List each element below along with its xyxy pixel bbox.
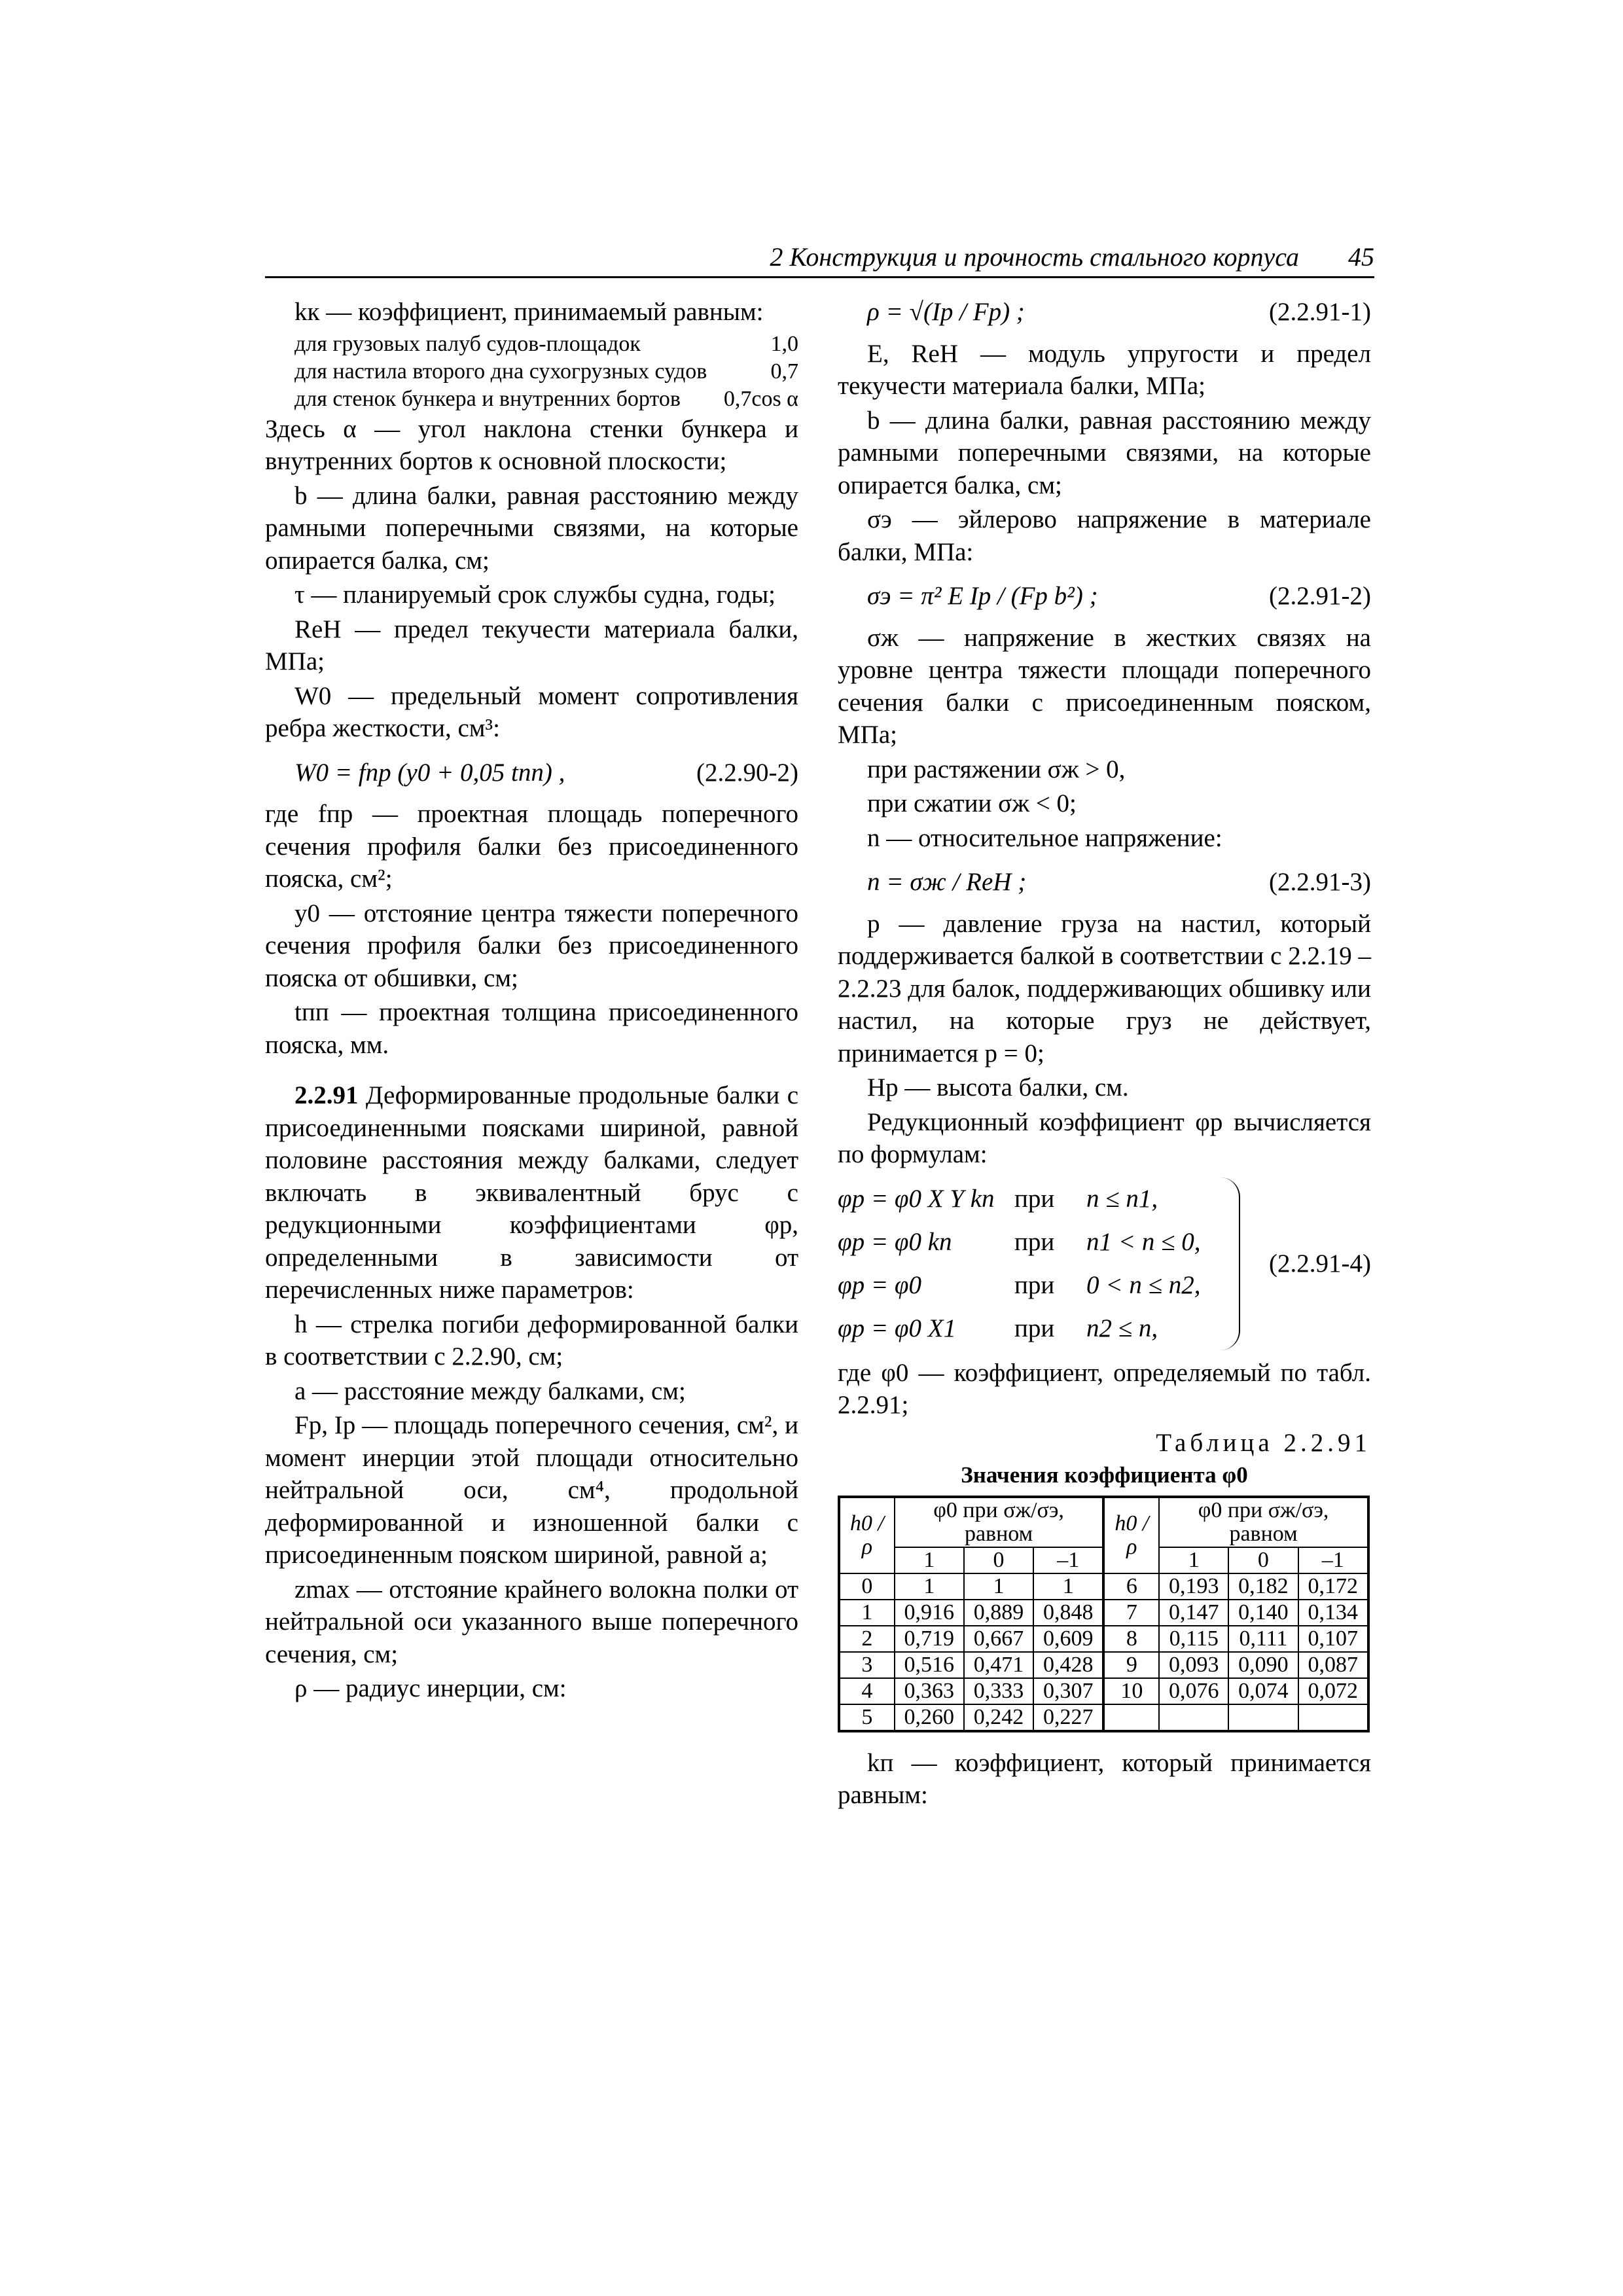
equation-system-number: (2.2.91-4) — [1269, 1249, 1371, 1278]
table-cell: 1 — [839, 1600, 895, 1626]
kk-item-value: 1,0 — [770, 331, 798, 356]
table-cell: 1 — [964, 1573, 1033, 1600]
system-condition: n2 ≤ n, — [1086, 1314, 1158, 1342]
table-header-row — [839, 1497, 1368, 1547]
right-column — [838, 296, 1371, 1814]
table-cell: 0,307 — [1033, 1678, 1103, 1704]
table-cell: 0,111 — [1228, 1626, 1298, 1652]
table-cell: 9 — [1103, 1652, 1159, 1678]
table-cell: 5 — [839, 1704, 895, 1731]
table-cell: 10 — [1103, 1678, 1159, 1704]
b-definition: b — длина балки, равная расстоянию между рамными поперечными связями, на которые опирается балка, см; — [265, 481, 798, 575]
kk-item-label: для настила второго дна сухогрузных судов — [294, 359, 707, 384]
equation-rho-body: ρ = √(Iр / Fр) ; — [867, 298, 1025, 326]
table-header-phi0: φ0 при σж/σэ, равном — [895, 1497, 1104, 1547]
system-row — [838, 1177, 1232, 1221]
table-cell — [1228, 1704, 1298, 1731]
table-cell: 6 — [1103, 1573, 1159, 1600]
table-row — [839, 1652, 1368, 1678]
table-cell — [1298, 1704, 1368, 1731]
phi0-definition: где φ0 — коэффициент, определяемый по табл. 2.2.91; — [838, 1358, 1371, 1419]
table-cell: 0,916 — [895, 1600, 964, 1626]
table-cell: 0,363 — [895, 1678, 964, 1704]
kk-definition: kк — коэффициент, принимаемый равным: — [294, 298, 764, 326]
table-cell: 0,147 — [1159, 1600, 1228, 1626]
running-title: 2 Конструкция и прочность стального корпуса — [770, 242, 1299, 272]
table-cell: 0,182 — [1228, 1573, 1298, 1600]
kk-item-value: 0,7 — [770, 359, 798, 384]
w0-definition: W0 — предельный момент сопротивления ребра жесткости, см³: — [265, 681, 798, 742]
table-cell: 7 — [1103, 1600, 1159, 1626]
table-cell: 0,076 — [1159, 1678, 1228, 1704]
phi0-table — [838, 1496, 1370, 1732]
sigma-e-definition: σэ — эйлерово напряжение в материале балки, МПа: — [838, 505, 1371, 566]
table-cell: 0,516 — [895, 1652, 964, 1678]
table-cell: 0,072 — [1298, 1678, 1368, 1704]
table-cell: 0,333 — [964, 1678, 1033, 1704]
section-text: Деформированные продольные балки с присоединенными поясками шириной, равной половине расстояния между балками, следует включать в эквивалентный брус с редукционными коэффициентами φр, определенными в зависимости от перечисленных ниже параметров: — [265, 1081, 799, 1304]
table-cell: 1 — [1033, 1573, 1103, 1600]
equation-w0 — [265, 757, 798, 789]
table-row — [839, 1678, 1368, 1704]
e-definition: E, ReH — модуль упругости и предел текучести материала балки, МПа; — [838, 339, 1371, 400]
table-cell: 8 — [1103, 1626, 1159, 1652]
table-cell: 0,428 — [1033, 1652, 1103, 1678]
table-cell: 0,134 — [1298, 1600, 1368, 1626]
table-subheader-cell: 0 — [964, 1547, 1033, 1573]
system-rows — [838, 1177, 1240, 1350]
table-cell: 0,471 — [964, 1652, 1033, 1678]
left-column — [265, 296, 798, 1707]
table-cell: 0,242 — [964, 1704, 1033, 1731]
table-row — [839, 1600, 1368, 1626]
equation-w0-number: (2.2.90-2) — [696, 758, 798, 787]
table-cell — [1103, 1704, 1159, 1731]
table-cell: 0,115 — [1159, 1626, 1228, 1652]
table-cell: 0,074 — [1228, 1678, 1298, 1704]
system-formula: φр = φ0 kп — [838, 1227, 952, 1256]
table-cell: 0 — [839, 1573, 895, 1600]
section-2-2-91 — [265, 1079, 798, 1306]
system-pri: при — [1014, 1314, 1055, 1342]
fp-ip-definition: Fр, Iр — площадь поперечного сечения, см², и момент инерции этой площади относительно нейтральной оси, см⁴, продольной деформированной и изношенной балки с присоединенным пояском шириной, равной a; — [265, 1411, 798, 1569]
table-cell: 0,889 — [964, 1600, 1033, 1626]
sigma-zh-definition: σж — напряжение в жестких связях на уровне центра тяжести площади поперечного сечения балки с присоединенным пояском, МПа; — [838, 623, 1371, 749]
page-number: 45 — [1348, 242, 1374, 272]
tau-definition: τ — планируемый срок службы судна, годы; — [294, 581, 776, 609]
system-condition: n1 < n ≤ 0, — [1086, 1227, 1201, 1256]
table-subheader-cell: –1 — [1298, 1547, 1368, 1573]
table-caption: Таблица 2.2.91 — [1156, 1428, 1371, 1457]
y0-definition: y0 — отстояние центра тяжести поперечного сечения профиля балки без присоединенного пояска от обшивки, см; — [265, 899, 798, 992]
compression-condition: при сжатии σж < 0; — [867, 789, 1077, 817]
tpp-definition: tпп — проектная толщина присоединенного пояска, мм. — [265, 998, 798, 1059]
system-row — [838, 1307, 1232, 1350]
table-cell: 0,227 — [1033, 1704, 1103, 1731]
reduction-intro: Редукционный коэффициент φр вычисляется по формулам: — [838, 1107, 1371, 1168]
kk-item — [265, 331, 798, 358]
table-cell: 0,087 — [1298, 1652, 1368, 1678]
table-header-h0-rho: h0 / ρ — [839, 1497, 895, 1573]
table-cell: 0,193 — [1159, 1573, 1228, 1600]
table-cell: 0,667 — [964, 1626, 1033, 1652]
rho-definition: ρ — радиус инерции, см: — [294, 1674, 567, 1702]
system-formula: φр = φ0 — [838, 1270, 921, 1299]
equation-n-number: (2.2.91-3) — [1269, 868, 1371, 896]
system-condition: n ≤ n1, — [1086, 1184, 1158, 1213]
table-row — [839, 1626, 1368, 1652]
system-pri: при — [1014, 1184, 1055, 1213]
equation-w0-body: W0 = fпр (y0 + 0,05 tпп) , — [294, 758, 565, 787]
equation-system-phi-r — [838, 1177, 1371, 1350]
equation-rho-number: (2.2.91-1) — [1269, 298, 1371, 326]
section-number: 2.2.91 — [294, 1081, 359, 1109]
n-definition: n — относительное напряжение: — [867, 823, 1222, 852]
table-cell: 0,140 — [1228, 1600, 1298, 1626]
table-cell: 0,719 — [895, 1626, 964, 1652]
fpr-definition: где fпр — проектная площадь поперечного сечения профиля балки без присоединенного пояска, см²; — [265, 800, 798, 893]
reh-definition: ReH — предел текучести материала балки, МПа; — [265, 615, 798, 675]
running-header — [265, 237, 1374, 278]
table-subheader-cell: –1 — [1033, 1547, 1103, 1573]
table-cell: 0,172 — [1298, 1573, 1368, 1600]
system-formula: φр = φ0 X Y kп — [838, 1184, 995, 1213]
table-header-h0-rho: h0 / ρ — [1103, 1497, 1159, 1573]
h-definition: h — стрелка погиби деформированной балки в соответствии с 2.2.90, см; — [265, 1310, 798, 1371]
table-header-phi0: φ0 при σж/σэ, равном — [1159, 1497, 1368, 1547]
a-definition: a — расстояние между балками, см; — [294, 1376, 686, 1405]
kk-item — [265, 386, 798, 413]
system-row — [838, 1264, 1232, 1307]
equation-n-body: n = σж / ReH ; — [867, 868, 1027, 896]
system-pri: при — [1014, 1227, 1055, 1256]
table-cell: 0,260 — [895, 1704, 964, 1731]
equation-sigma-e-body: σэ = π² E Iр / (Fр b²) ; — [867, 582, 1098, 610]
table-subheader-cell: 0 — [1228, 1547, 1298, 1573]
table-cell: 2 — [839, 1626, 895, 1652]
tension-condition: при растяжении σж > 0, — [867, 755, 1126, 783]
table-subheader-cell: 1 — [1159, 1547, 1228, 1573]
system-row — [838, 1221, 1232, 1264]
equation-n — [838, 866, 1371, 899]
kk-item — [265, 358, 798, 386]
kk-values-list — [265, 331, 798, 413]
table-cell: 0,848 — [1033, 1600, 1103, 1626]
table-cell: 4 — [839, 1678, 895, 1704]
equation-rho — [838, 296, 1371, 329]
table-cell: 0,107 — [1298, 1626, 1368, 1652]
system-pri: при — [1014, 1270, 1055, 1299]
table-cell: 0,090 — [1228, 1652, 1298, 1678]
alpha-definition: Здесь α — угол наклона стенки бункера и внутренних бортов к основной плоскости; — [265, 414, 798, 475]
equation-sigma-e — [838, 580, 1371, 613]
table-subheader-cell: 1 — [895, 1547, 964, 1573]
table-cell: 1 — [895, 1573, 964, 1600]
zmax-definition: zmax — отстояние крайнего волокна полки от нейтральной оси указанного выше поперечного сечения, см; — [265, 1575, 798, 1668]
p-definition: p — давление груза на настил, который поддерживается балкой в соответствии с 2.2.19 – 2.2.23 для балок, поддерживающих обшивку или настил, на которые груз не действует, принимается p = 0; — [838, 909, 1371, 1067]
table-cell — [1159, 1704, 1228, 1731]
system-formula: φр = φ0 X1 — [838, 1314, 957, 1342]
table-cell: 0,609 — [1033, 1626, 1103, 1652]
kp-definition: kп — коэффициент, который принимается равным: — [838, 1748, 1371, 1809]
system-condition: 0 < n ≤ n2, — [1086, 1270, 1201, 1299]
kk-item-value: 0,7cos α — [723, 386, 798, 411]
kk-item-label: для стенок бункера и внутренних бортов — [294, 386, 681, 411]
b-definition: b — длина балки, равная расстоянию между рамными поперечными связями, на которые опирается балка, см; — [838, 406, 1371, 499]
table-cell: 0,093 — [1159, 1652, 1228, 1678]
table-row — [839, 1704, 1368, 1731]
hp-definition: Hр — высота балки, см. — [867, 1073, 1129, 1102]
table-title: Значения коэффициента φ0 — [961, 1462, 1248, 1488]
kk-item-label: для грузовых палуб судов-площадок — [294, 331, 641, 356]
equation-sigma-e-number: (2.2.91-2) — [1269, 582, 1371, 610]
table-cell: 3 — [839, 1652, 895, 1678]
table-row — [839, 1573, 1368, 1600]
